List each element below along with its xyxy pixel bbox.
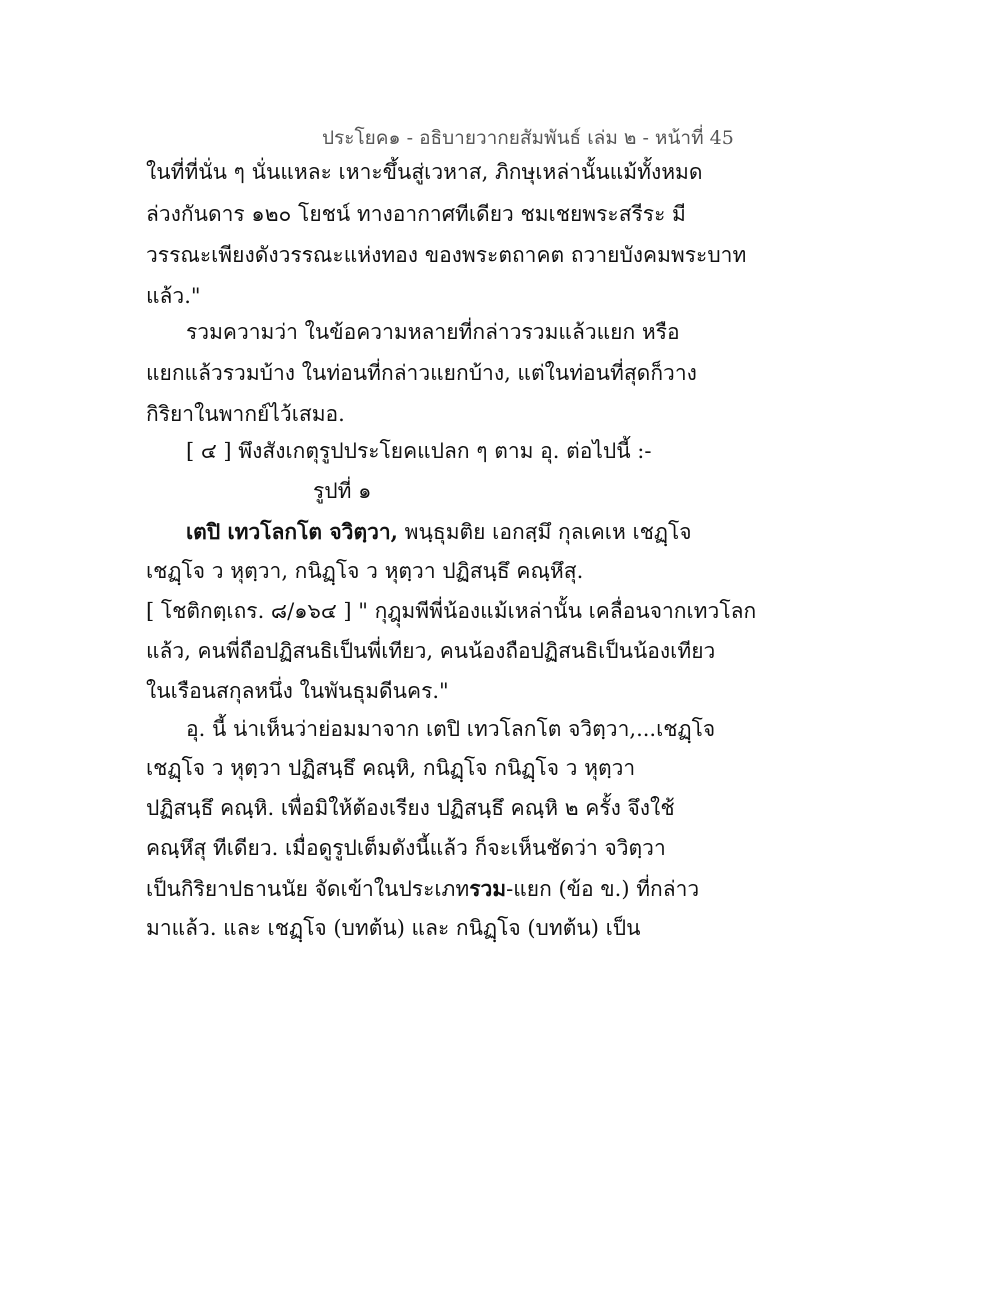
- text-line: แล้ว.": [146, 284, 201, 308]
- text-line: [146, 878, 699, 900]
- text-span: พนฺธุมติย เอกสฺมึ กุลเคเห เชฏฺโจ: [398, 520, 692, 544]
- bold-word: รวม: [469, 876, 507, 901]
- text-line: ในเรือนสกุลหนึ่ง ในพันธุมดีนคร.": [146, 679, 449, 703]
- text-line: [ โชติกตฺเถร. ๘/๑๖๔ ] " กุฎุมพีพี่น้องแม้เหล่านั้น เคลื่อนจากเทวโลก: [146, 599, 757, 623]
- text-line: [186, 521, 692, 543]
- text-line: กิริยาในพากย์ไว้เสมอ.: [146, 402, 345, 426]
- page-header: ประโยค๑ - อธิบายวากยสัมพันธ์ เล่ม ๒ - หน้าที่ 45: [322, 127, 734, 149]
- text-line: [ ๔ ] พึงสังเกตุรูปประโยคแปลก ๆ ตาม อุ. ต่อไปนี้ :-: [186, 439, 652, 463]
- text-line: ปฏิสนฺธึ คณฺหิ. เพื่อมิให้ต้องเรียง ปฏิสนฺธึ คณฺหิ ๒ ครั้ง จึงใช้: [146, 796, 675, 820]
- text-line: วรรณะเพียงดังวรรณะแห่งทอง ของพระตถาคต ถวายบังคมพระบาท: [146, 243, 747, 267]
- text-line: ในที่ที่นั่น ๆ นั่นแหละ เหาะขึ้นสู่เวหาส, ภิกษุเหล่านั้นแม้ทั้งหมด: [146, 160, 703, 184]
- text-line: แล้ว, คนพี่ถือปฏิสนธิเป็นพี่เทียว, คนน้องถือปฏิสนธิเป็นน้องเทียว: [146, 639, 716, 663]
- text-line: เชฏฺโจ ว หุตฺวา ปฏิสนฺธึ คณฺหิ, กนิฏฺโจ กนิฏฺโจ ว หุตฺวา: [146, 756, 636, 780]
- section-heading: รูปที่ ๑: [313, 479, 372, 503]
- text-line: แยกแล้วรวมบ้าง ในท่อนที่กล่าวแยกบ้าง, แต่ในท่อนที่สุดก็วาง: [146, 361, 697, 385]
- text-line: มาแล้ว. และ เชฏฺโจ (บทต้น) และ กนิฏฺโจ (บทต้น) เป็น: [146, 916, 641, 940]
- text-line: อุ. นี้ น่าเห็นว่าย่อมมาจาก เตปิ เทวโลกโต จวิตฺวา,...เชฏฺโจ: [186, 717, 716, 741]
- text-line: คณฺหึสุ ทีเดียว. เมื่อดูรูปเต็มดังนี้แล้ว ก็จะเห็นชัดว่า จวิตฺวา: [146, 836, 666, 860]
- text-line: ล่วงกันดาร ๑๒๐ โยชน์ ทางอากาศทีเดียว ชมเชยพระสรีระ มี: [146, 202, 686, 226]
- bold-phrase: เตปิ เทวโลกโต จวิตฺวา,: [186, 519, 398, 544]
- text-span: -แยก (ข้อ ข.) ที่กล่าว: [506, 877, 700, 901]
- text-line: เชฏฺโจ ว หุตฺวา, กนิฏฺโจ ว หุตฺวา ปฏิสนฺธึ คณฺหึสุ.: [146, 559, 584, 583]
- text-line: รวมความว่า ในข้อความหลายที่กล่าวรวมแล้วแยก หรือ: [186, 320, 680, 344]
- text-span: เป็นกิริยาปธานนัย จัดเข้าในประเภท: [146, 877, 470, 901]
